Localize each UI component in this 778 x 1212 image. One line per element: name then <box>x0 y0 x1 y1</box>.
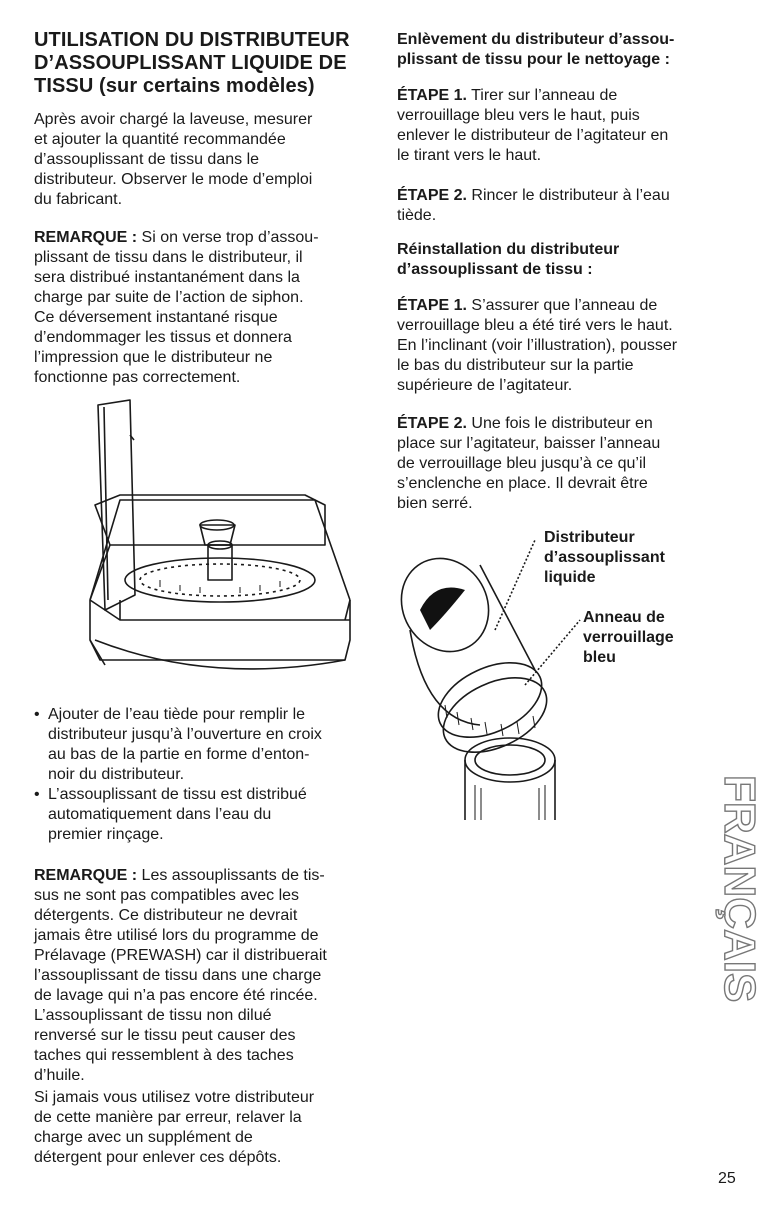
step-text: Tirer sur l’anneau de verrouillage bleu vers le haut, puis enlever le distributeur de l’agitateur en le tirant vers le haut. <box>397 87 669 164</box>
removal-step-2 <box>397 186 742 226</box>
reinstall-step-1 <box>397 296 742 396</box>
bullet-item: • L’assouplissant de tissu est distribué automatiquement dans l’eau du premier rinçage. <box>34 785 364 845</box>
intro-paragraph: Après avoir chargé la laveuse, mesurer et ajouter la quantité recommandée d’assouplissant de tissu dans le distributeur. Observer le mode d’emploi du fabricant. <box>34 111 313 208</box>
instruction-bullets <box>34 705 364 845</box>
reinstall-step-2 <box>397 414 742 514</box>
note-2 <box>34 866 364 1086</box>
step-label: ÉTAPE 2. <box>397 187 467 204</box>
step-text: Une fois le distributeur en place sur l’agitateur, baisser l’anneau de verrouillage bleu jusqu’à ce qu’il s’enclenche en place. Il devrait être bien serré. <box>397 415 661 512</box>
step-label: ÉTAPE 1. <box>397 297 467 314</box>
note-2-label: REMARQUE : <box>34 867 138 884</box>
page-number: 25 <box>718 1170 736 1187</box>
note-1-label: REMARQUE : <box>34 229 138 246</box>
language-side-tab <box>700 770 770 1020</box>
note-2-text: Les assouplissants de tis- sus ne sont pas compatibles avec les détergents. Ce distributeur ne devrait jamais être utilisé lors du programme de Prélavage (PREWASH) car il distribuerait l’assouplissant de tissu dans une charge de lavage qui n’a pas encore été rincée. L’assouplissant de tissu non dilué renversé sur le tissu peut causer des taches qui ressemblent à des taches d’huile. <box>34 867 327 1084</box>
closing-paragraph: Si jamais vous utilisez votre distributeur de cette manière par erreur, relaver la charge avec un supplément de détergent pour enlever ces dépôts. <box>34 1089 315 1166</box>
reinstall-heading: Réinstallation du distributeur d’assouplissant de tissu : <box>397 241 620 278</box>
callout-dispenser: Distributeur d’assouplissant liquide <box>544 529 665 586</box>
note-1 <box>34 228 364 388</box>
section-title: UTILISATION DU DISTRIBUTEUR D’ASSOUPLISSANT LIQUIDE DE TISSU (sur certains modèles) <box>34 29 350 97</box>
callout-ring: Anneau de verrouillage bleu <box>583 609 674 666</box>
removal-step-1 <box>397 86 742 166</box>
step-label: ÉTAPE 1. <box>397 87 467 104</box>
step-label: ÉTAPE 2. <box>397 415 467 432</box>
note-1-text: Si on verse trop d’assou- plissant de tissu dans le distributeur, il sera distribué instantanément dans la charge par suite de l’action de siphon. Ce déversement instantané risque d’endommager les tissus et donnera l’impression que le distributeur ne fonctionne pas correctement. <box>34 229 319 386</box>
bullet-item: • Ajouter de l’eau tiède pour remplir le distributeur jusqu’à l’ouverture en croix au bas de la partie en forme d’enton- noir du distributeur. <box>34 705 364 785</box>
washer-illustration <box>60 395 360 680</box>
side-tab-label: FRANÇAIS <box>715 775 764 1003</box>
step-text: S’assurer que l’anneau de verrouillage bleu a été tiré vers le haut. En l’inclinant (voir l’illustration), pousser le bas du distributeur sur la partie supérieure de l’agitateur. <box>397 297 678 394</box>
step-text: Rincer le distributeur à l’eau tiède. <box>397 187 670 224</box>
removal-heading: Enlèvement du distributeur d’assou- plissant de tissu pour le nettoyage : <box>397 31 675 68</box>
